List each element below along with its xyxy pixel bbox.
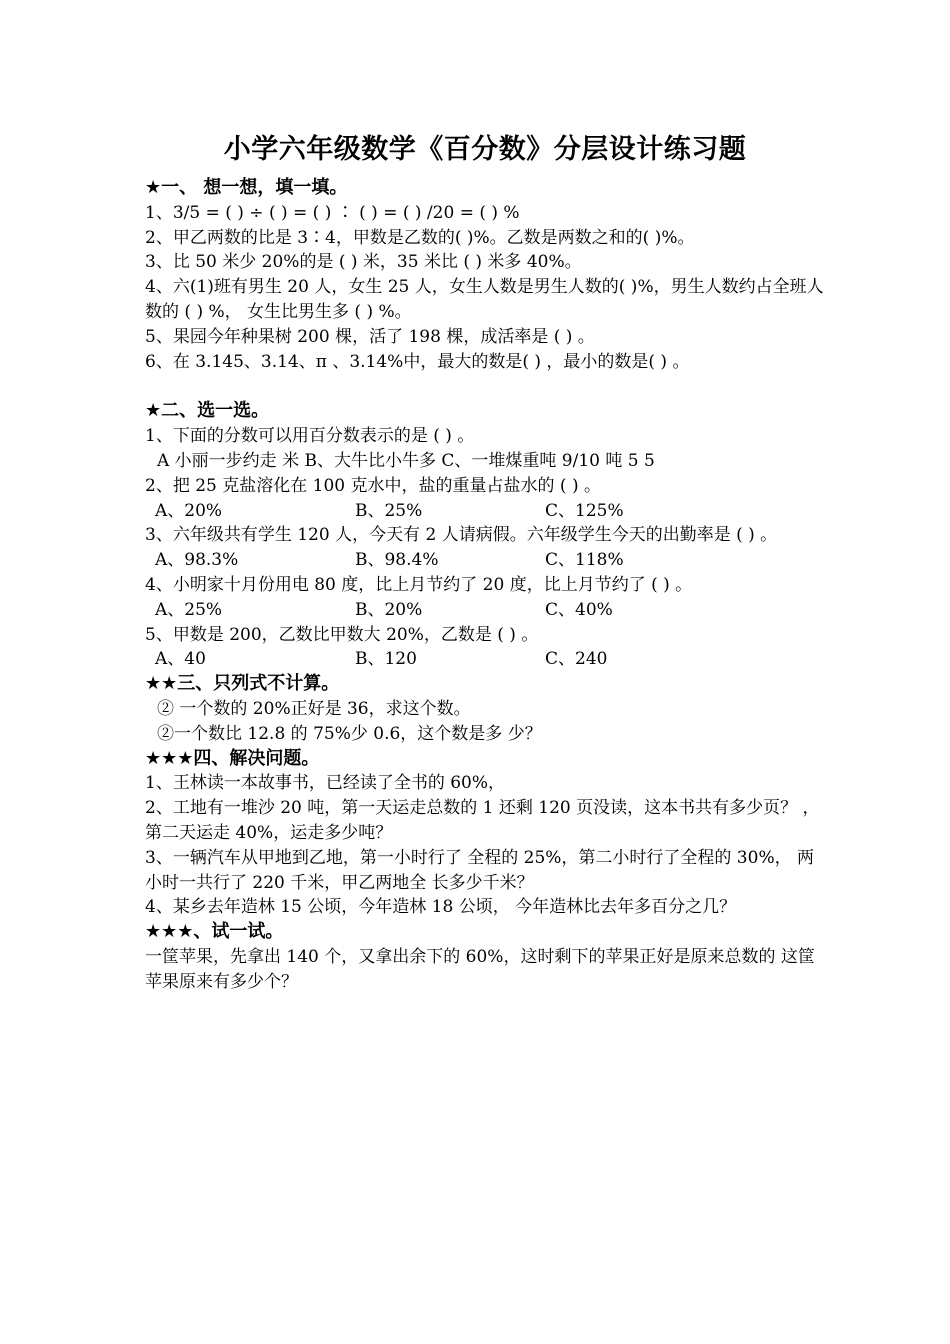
question-1-1: 1、3/5 = ( ) ÷ ( ) = ( ) ∶ ( ) = ( ) /20 = ( ) % xyxy=(145,202,520,223)
question-1-5: 5、果园今年种果树 200 棵，活了 198 棵，成活率是 ( ) 。 xyxy=(145,326,595,347)
option-c: C、40% xyxy=(545,599,613,620)
question-4-2: 2、工地有一堆沙 20 吨，第一天运走总数的 1 还剩 120 页没读，这本书共有多少页？ ，第二天运走 40%，运走多少吨？ xyxy=(145,798,820,843)
question-2-5: 5、甲数是 200，乙数比甲数大 20%，乙数是 ( ) 。 xyxy=(145,624,539,645)
question-4-1: 1、王林读一本故事书，已经读了全书的 60%， xyxy=(145,773,506,794)
question-3-1: ② 一个数的 20%正好是 36，求这个数。 xyxy=(157,698,471,719)
question-2-1: 1、下面的分数可以用百分数表示的是 ( ) 。 xyxy=(145,426,475,447)
option-c: C、125% xyxy=(545,500,624,521)
question-1-4: 4、六(1)班有男生 20 人，女生 25 人，女生人数是男生人数的( )%，男生人数约占全班人 数的 ( ) %， 女生比男生多 ( ) %。 xyxy=(145,277,824,322)
option-a: A、40 xyxy=(155,649,206,670)
question-1-2: 2、甲乙两数的比是 3∶4，甲数是乙数的( )%。乙数是两数之和的( )%。 xyxy=(145,227,695,248)
option-c: C、118% xyxy=(545,550,624,571)
worksheet-page xyxy=(145,130,825,995)
page-title: 小学六年级数学《百分数》分层设计练习题 xyxy=(223,134,747,165)
option-a: A、98.3% xyxy=(155,550,239,571)
option-b: B、98.4% xyxy=(355,550,439,571)
question-1-6: 6、在 3.145、3.14、π 、3.14%中，最大的数是( ) ，最小的数是( ) 。 xyxy=(145,351,690,372)
question-5-1: 一筐苹果，先拿出 140 个，又拿出余下的 60%，这时剩下的苹果正好是原来总数的 这筐苹果原来有多少个？ xyxy=(145,946,815,992)
option-b: B、120 xyxy=(355,649,417,670)
section-heading-try-it: ★★★、试一试。 xyxy=(145,921,284,943)
question-2-3-options xyxy=(145,548,825,573)
option-c: C、240 xyxy=(545,649,608,670)
spacer xyxy=(145,374,825,399)
question-2-4: 4、小明家十月份用电 80 度，比上月节约了 20 度，比上月节约了 ( ) 。 xyxy=(145,574,693,595)
section-heading-equation-only: ★★三、只列式不计算。 xyxy=(145,673,340,695)
question-3-2: ②一个数比 12.8 的 75%少 0.6，这个数是多 少？ xyxy=(157,723,542,744)
question-4-3: 3、一辆汽车从甲地到乙地，第一小时行了 全程的 25%，第二小时行了全程的 30%， 两小时一共行了 220 千米，甲乙两地全 长多少千米？ xyxy=(145,847,814,893)
option-b: B、20% xyxy=(355,599,423,620)
option-b: B、25% xyxy=(355,500,423,521)
question-1-3: 3、比 50 米少 20%的是 ( ) 米，35 米比 ( ) 米多 40%。 xyxy=(145,252,582,273)
question-2-2-options xyxy=(145,499,825,524)
option-a: A、20% xyxy=(155,500,223,521)
question-4-4: 4、某乡去年造林 15 公顷，今年造林 18 公顷， 今年造林比去年多百分之几？ xyxy=(145,897,737,918)
section-heading-choose: ★二、选一选。 xyxy=(145,400,270,422)
option-a: A、25% xyxy=(155,599,223,620)
question-2-1-options: A 小丽一步约走 米 B、大牛比小牛多 C、一堆煤重吨 9/10 吨 5 5 xyxy=(157,450,655,471)
question-2-4-options xyxy=(145,598,825,623)
question-2-3: 3、六年级共有学生 120 人，今天有 2 人请病假。六年级学生今天的出勤率是 ( ) 。 xyxy=(145,525,778,546)
section-heading-solve-problems: ★★★四、解决问题。 xyxy=(145,747,320,769)
question-2-5-options xyxy=(145,647,825,672)
question-2-2: 2、把 25 克盐溶化在 100 克水中，盐的重量占盐水的 ( ) 。 xyxy=(145,475,601,496)
section-heading-fill-in: ★一、 想一想，填一填。 xyxy=(145,177,348,198)
